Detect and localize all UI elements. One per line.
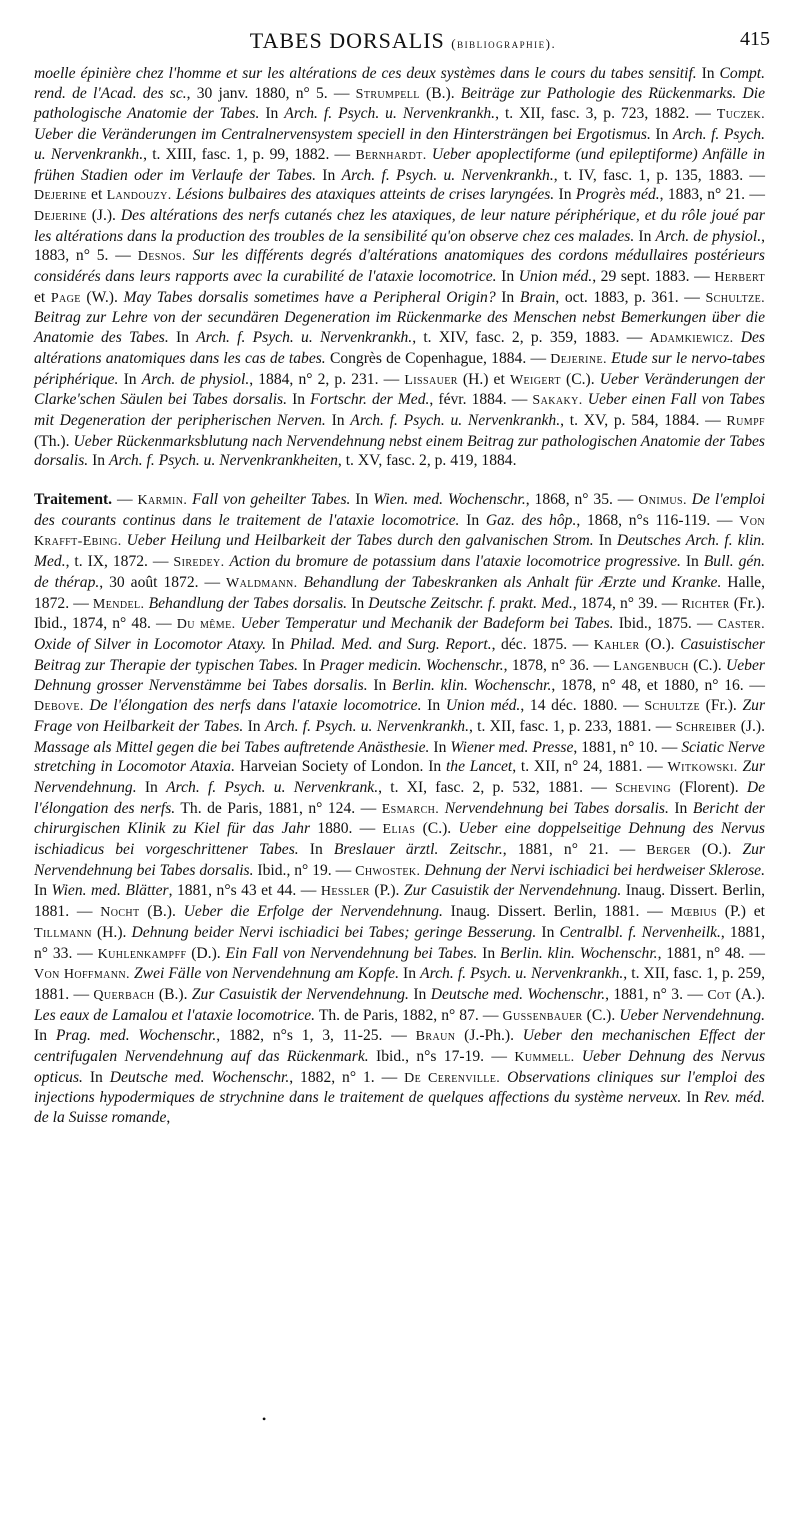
citation-text: Inaug. Dissert. Berlin, 1881. — bbox=[34, 882, 766, 921]
citation-text: In bbox=[496, 268, 519, 286]
title-text: Centralbl. f. Nervenheilk. bbox=[559, 923, 721, 941]
title-subtitle: (bibliographie). bbox=[451, 36, 557, 51]
citation-text: Congrès de Copenhague, 1884. — bbox=[325, 349, 551, 367]
citation-text: , 1882, n°s 1, 3, 11-25. — bbox=[216, 1027, 416, 1045]
citation-text: , 1881, n° 10. — bbox=[573, 738, 682, 756]
title-text: Arch. f. Psych. u. Nervenkrankh. bbox=[264, 717, 469, 735]
title-text: Ueber Temperatur und Mechanik der Badeform bei Tabes. bbox=[240, 615, 614, 633]
citation-text: (C.). bbox=[560, 370, 600, 388]
author-name: Chwostek. bbox=[355, 863, 421, 879]
author-name: Schultze. bbox=[705, 290, 765, 306]
author-name: Dejerine bbox=[34, 188, 87, 204]
citation-text: , 30 août 1872. — bbox=[99, 573, 227, 591]
author-name: Kuhlenkampff bbox=[97, 946, 187, 962]
citation-text: In bbox=[259, 105, 285, 123]
title-text: Deutsche Zeitschr. f. prakt. Med. bbox=[368, 594, 573, 612]
title-text: Zur Frage von Heilbarkeit der Tabes. bbox=[34, 697, 766, 735]
citation-text: (O.). bbox=[690, 841, 743, 859]
citation-text: (B.). bbox=[139, 903, 184, 921]
author-name: Du même. bbox=[176, 617, 236, 633]
page-number: 415 bbox=[740, 28, 770, 50]
title-text: Casuistischer Beitrag zur Therapie der typischen Tabes. bbox=[34, 635, 765, 674]
citation-text: (Fr.). bbox=[699, 697, 743, 715]
citation-text: In bbox=[82, 1068, 110, 1086]
author-name: Querbach bbox=[93, 987, 155, 1003]
citation-text: (J.). bbox=[86, 206, 121, 224]
title-text: Ueber Dehnung des Nervus opticus. bbox=[34, 1048, 766, 1086]
citation-text: Ibid., n°s 17-19. — bbox=[368, 1048, 515, 1066]
citation-text: , 29 sept. 1883. — bbox=[592, 268, 715, 286]
citation-text: , oct. 1883, p. 361. — bbox=[555, 288, 706, 306]
author-name: Schultze bbox=[644, 699, 700, 715]
citation-text: (H.) et bbox=[457, 370, 510, 388]
citation-text: In bbox=[367, 677, 393, 695]
title-text: Ueber die Veränderungen im Centralnervensystem speciell in den Hintersträngen bei Ergotismus. bbox=[34, 126, 651, 144]
title-text: Arch. f. Psych. u. Nervenkrankh. bbox=[341, 166, 554, 184]
author-name: Scheving bbox=[615, 780, 672, 796]
citation-text: In bbox=[325, 411, 351, 429]
citation-text: Th. de Paris, 1882, n° 87. — bbox=[315, 1006, 503, 1024]
citation-text: , t. XI, fasc. 2, p. 532, 1881. — bbox=[378, 778, 616, 796]
title-text: Deutsches Arch. f. klin. Med. bbox=[34, 532, 766, 571]
title-text: Arch. f. Psych. u. Nervenkrankh. bbox=[34, 126, 765, 163]
title-text: Union méd. bbox=[518, 268, 593, 286]
author-name: Nocht bbox=[100, 905, 140, 921]
title-main: TABES DORSALIS bbox=[249, 28, 445, 53]
citation-text: In bbox=[88, 452, 109, 470]
citation-text: In bbox=[421, 697, 446, 715]
citation-text: , t. XV, fasc. 2, p. 419, 1884. bbox=[337, 452, 517, 470]
citation-text: et bbox=[86, 186, 107, 204]
citation-text: In bbox=[298, 656, 320, 674]
citation-text: (C.). bbox=[582, 1006, 620, 1024]
author-name: Tillmann bbox=[34, 925, 92, 941]
author-name: Elias bbox=[382, 822, 416, 838]
author-name: Cot bbox=[707, 987, 732, 1003]
citation-text: , 1881, n° 33. — bbox=[34, 923, 765, 962]
citation-text: In bbox=[477, 944, 500, 962]
citation-text: Ibid., n° 19. — bbox=[253, 861, 356, 879]
author-name: Kummell. bbox=[514, 1050, 575, 1066]
citation-text: In bbox=[118, 370, 142, 388]
author-name: Rumpf bbox=[726, 413, 765, 429]
title-text: moelle épinière chez l'homme et sur les altérations de ces deux systèmes dans le cours du tabes sensitif. bbox=[34, 65, 697, 82]
author-name: Gussenbauer bbox=[502, 1008, 583, 1024]
citation-text: , 1874, n° 39. — bbox=[572, 594, 682, 612]
author-name: Landouzy. bbox=[106, 188, 172, 204]
title-text: Behandlung der Tabeskranken als Anhalt für Ærzte und Kranke. bbox=[303, 573, 722, 591]
title-text: Arch. f. Psych. u. Nervenkrankh. bbox=[420, 965, 624, 983]
citation-text bbox=[186, 247, 193, 264]
title-text: Action du bromure de potassium dans l'ataxie locomotrice progressive. bbox=[229, 553, 681, 571]
author-name: Adamkiewicz. bbox=[649, 331, 734, 347]
citation-text: In bbox=[650, 126, 673, 144]
citation-text: In bbox=[315, 166, 342, 184]
title-text: Bull. gén. de thérap. bbox=[34, 553, 766, 591]
citation-text: , 14 déc. 1880. — bbox=[520, 697, 645, 715]
title-text: Zur Casuistik der Nervendehnung. bbox=[191, 985, 409, 1003]
citation-text: , déc. 1875. — bbox=[491, 635, 594, 653]
author-name: Mœbius bbox=[670, 905, 717, 921]
title-text: Ueber einen Fall von Tabes mit Degeneration der peripherischen Nerven. bbox=[34, 391, 766, 429]
title-text: Ueber die Erfolge der Nervendehnung. bbox=[183, 903, 443, 921]
citation-text: , 1881, n° 3. — bbox=[605, 985, 708, 1003]
citation-text: In bbox=[298, 841, 334, 859]
citation-text: In bbox=[680, 553, 704, 571]
author-name: Caster. bbox=[717, 617, 765, 633]
title-text: Deutsche med. Wochenschr. bbox=[430, 985, 606, 1003]
citation-text: (B.). bbox=[419, 84, 461, 102]
title-text: De l'emploi des courants continus dans le traitement de l'ataxie locomotrice. bbox=[34, 491, 765, 529]
citation-text: , 30 janv. 1880, n° 5. — bbox=[186, 84, 356, 102]
citation-text: — bbox=[112, 491, 138, 509]
author-name: Herbert bbox=[714, 270, 765, 286]
title-text: the Lancet bbox=[445, 758, 513, 776]
author-name: Waldmann. bbox=[226, 575, 298, 591]
title-text: Zur Nervendehnung. bbox=[34, 758, 766, 796]
citation-text: (C.). bbox=[688, 656, 726, 674]
citation-text: (Florent). bbox=[671, 778, 747, 796]
title-text: Fortschr. der Med. bbox=[310, 391, 430, 409]
title-text: Massage als Mittel gegen die bei Tabes auftretende Anästhesie. bbox=[34, 738, 430, 756]
citation-text: (P.). bbox=[369, 882, 404, 900]
citation-text: , bbox=[166, 1109, 171, 1127]
citation-text: (O.). bbox=[639, 635, 681, 653]
page-title bbox=[36, 28, 770, 54]
citation-text: Ibid., 1875. — bbox=[613, 615, 718, 633]
citation-text: (W.). bbox=[80, 288, 124, 306]
author-name: Weigert bbox=[509, 372, 561, 388]
bibliography-paragraph-treatment bbox=[34, 490, 765, 1128]
title-text: Prager medicin. Wochenschr. bbox=[319, 656, 504, 674]
title-text: May Tabes dorsalis sometimes have a Peripheral Origin? bbox=[123, 288, 496, 306]
citation-text: In bbox=[408, 985, 431, 1003]
citation-text: In bbox=[136, 778, 167, 796]
citation-text bbox=[575, 1048, 582, 1065]
title-text: Arch. f. Psych. u. Nervenkrankh. bbox=[350, 411, 561, 429]
title-text: Ueber apoplectiforme (und epileptiforme) Anfälle in frühen Stadien oder im Verlaufe der Tabes. bbox=[34, 145, 765, 184]
citation-text: In bbox=[243, 717, 265, 735]
citation-text: , t. XII, fasc. 3, p. 723, 1882. — bbox=[495, 105, 717, 123]
citation-text: , t. XII, n° 24, 1881. — bbox=[512, 758, 668, 776]
title-text: Oxide of Silver in Locomotor Ataxy. bbox=[34, 635, 267, 653]
title-text: Ueber Veränderungen der Clarke'schen Säulen bei Tabes dorsalis. bbox=[34, 370, 765, 409]
title-text: Lésions bulbaires des ataxiques atteints de crises laryngées. bbox=[176, 186, 555, 204]
title-text: Wiener med. Presse bbox=[450, 738, 574, 756]
author-name: Schreiber bbox=[675, 719, 737, 735]
author-name: Witkowski. bbox=[667, 760, 738, 776]
author-name: Strumpell bbox=[355, 86, 420, 102]
citation-text: In bbox=[593, 532, 617, 550]
author-name: Kahler bbox=[593, 637, 640, 653]
title-text: Prag. med. Wochenschr. bbox=[55, 1027, 217, 1045]
author-name: Hessler bbox=[320, 884, 370, 900]
citation-text: In bbox=[34, 1027, 56, 1045]
citation-text bbox=[734, 329, 741, 346]
title-text: Beitrag zur Lehre von der secundären Degeneration im Rückenmarke des Menschen nebst Bemerkungen über die Anatomie des Tabes. bbox=[34, 309, 765, 347]
title-text: Deutsche med. Wochenschr. bbox=[109, 1068, 290, 1086]
author-name: Sakaky. bbox=[532, 393, 583, 409]
citation-text: In bbox=[554, 186, 576, 204]
title-text: Gaz. des hôp. bbox=[485, 511, 577, 529]
citation-text: , t. IX, 1872. — bbox=[65, 553, 174, 571]
citation-text: In bbox=[287, 391, 311, 409]
citation-text: , 1868, n° 35. — bbox=[525, 491, 639, 509]
citation-text: 1880. — bbox=[310, 820, 383, 838]
title-text: Compt. rend. de l'Acad. des sc. bbox=[34, 65, 766, 102]
title-text: Behandlung der Tabes dorsalis. bbox=[148, 594, 348, 612]
title-text: Ueber Heilung und Heilbarkeit der Tabes durch den galvanischen Strom. bbox=[126, 532, 594, 550]
running-header bbox=[36, 28, 770, 58]
author-name: Von Krafft-Ebing. bbox=[34, 513, 765, 550]
title-text: Philad. Med. and Surg. Report. bbox=[290, 635, 492, 653]
citation-text: In bbox=[459, 511, 486, 529]
citation-text: (A.). bbox=[731, 985, 765, 1003]
author-name: Von Hoffmann. bbox=[34, 967, 130, 983]
author-name: Desnos. bbox=[137, 249, 186, 265]
citation-text: In bbox=[399, 965, 421, 983]
title-text: Observations cliniques sur l'emploi des injections hypodermiques de strychnine dans le traitement de quelques affections du système nerveux. bbox=[34, 1068, 765, 1107]
citation-text: (D.). bbox=[186, 944, 226, 962]
bibliography-paragraph-anatomy bbox=[34, 64, 765, 471]
citation-text: (J.). bbox=[736, 717, 765, 735]
citation-text: , t. XIV, fasc. 2, p. 359, 1883. — bbox=[412, 329, 650, 347]
title-text: Dehnung beider Nervi ischiadici bei Tabes; geringe Besserung. bbox=[131, 923, 537, 941]
author-name: Onimus. bbox=[638, 493, 687, 509]
title-text: Des altérations anatomiques dans les cas de tabes. bbox=[34, 329, 766, 367]
author-name: Siredey. bbox=[173, 555, 225, 571]
author-name: Mendel. bbox=[92, 596, 145, 612]
citation-text: (P.) et bbox=[717, 903, 765, 921]
title-text: Ueber den mechanischen Effect der centrifugalen Nervendehnung auf das Rückenmark. bbox=[34, 1027, 766, 1066]
author-name: Esmarch. bbox=[381, 801, 440, 817]
citation-text: et bbox=[34, 288, 51, 306]
title-text: Brain bbox=[519, 288, 556, 306]
title-text: Arch. f. Psych. u. Nervenkrankh. bbox=[196, 329, 413, 347]
title-text: Wien. med. Blätter bbox=[51, 882, 169, 900]
title-text: Arch. de physiol. bbox=[141, 370, 250, 388]
title-text: Berlin. klin. Wochenschr. bbox=[499, 944, 658, 962]
title-text: Ein Fall von Nervendehnung bei Tabes. bbox=[225, 944, 478, 962]
title-text: Union méd. bbox=[445, 697, 521, 715]
citation-text: , 1881, n°s 43 et 44. — bbox=[168, 882, 321, 900]
title-text: Arch. f. Psych. u. Nervenkrank. bbox=[166, 778, 379, 796]
citation-text: , 1878, n° 48, et 1880, n° 16. — bbox=[551, 677, 766, 695]
citation-text: , t. IV, fasc. 1, p. 135, 1883. — bbox=[553, 166, 765, 184]
citation-text: , t. XIII, fasc. 1, p. 99, 1882. — bbox=[143, 145, 356, 163]
author-name: Dejerine bbox=[34, 208, 87, 224]
title-text: Rev. méd. de la Suisse romande bbox=[34, 1089, 765, 1127]
author-name: Debove. bbox=[34, 699, 84, 715]
citation-text: , 1883, n° 5. — bbox=[34, 227, 765, 265]
author-name: Lissauer bbox=[404, 372, 458, 388]
title-text: Bericht der chirurgischen Klinik zu Kiel für das Jahr bbox=[34, 799, 765, 838]
citation-text: In bbox=[168, 329, 197, 347]
citation-text: In bbox=[347, 594, 369, 612]
title-text: Breslauer ärztl. Zeitschr. bbox=[333, 841, 503, 859]
title-text: Ueber Nervendehnung. bbox=[619, 1006, 765, 1024]
citation-text: In bbox=[350, 491, 374, 509]
citation-text: Harveian Society of London. In bbox=[235, 758, 446, 776]
citation-text: , 1881, n° 21. — bbox=[502, 841, 647, 859]
author-name: Berger bbox=[646, 843, 691, 859]
citation-text: , t. XII, fasc. 1, p. 259, 1881. — bbox=[34, 965, 766, 1003]
citation-text: In bbox=[495, 288, 520, 306]
citation-text: In bbox=[429, 738, 451, 756]
author-name: Braun bbox=[415, 1029, 456, 1045]
citation-text: Inaug. Dissert. Berlin, 1881. — bbox=[442, 903, 671, 921]
citation-text: Th. de Paris, 1881, n° 124. — bbox=[175, 799, 382, 817]
author-name: Tuczek. bbox=[716, 107, 765, 123]
citation-text: Halle, 1872. — bbox=[34, 573, 765, 612]
title-text: Zur Nervendehnung bei Tabes dorsalis. bbox=[34, 841, 765, 879]
citation-text: In bbox=[696, 65, 720, 82]
author-name: Dejerine. bbox=[550, 351, 607, 367]
footer-mark: • bbox=[262, 1412, 267, 1426]
section-heading: Traitement. bbox=[34, 491, 113, 509]
title-text: Fall von geheilter Tabes. bbox=[192, 491, 351, 509]
citation-text: In bbox=[634, 227, 656, 245]
citation-text: (Fr.). Ibid., 1874, n° 48. — bbox=[34, 594, 765, 633]
title-text: De l'élongation des nerfs. bbox=[34, 778, 766, 817]
title-text: Nervendehnung bei Tabes dorsalis. bbox=[444, 799, 669, 817]
citation-text: In bbox=[536, 923, 560, 941]
author-name: Page bbox=[50, 290, 81, 306]
title-text: De l'élongation des nerfs dans l'ataxie locomotrice. bbox=[89, 697, 422, 715]
title-text: Des altérations des nerfs cutanés chez les ataxiques, de leur nature périphérique, et du rôle joué par les altérations dans la production des troubles de la sensibilité qu'on observe chez ces malades. bbox=[34, 206, 765, 245]
citation-text: In bbox=[681, 1089, 705, 1107]
title-text: Sur les différents degrés d'altérations anatomiques des cordons médullaires postérieurs considérés dans leurs rapports avec la curabilité de l'ataxie locomotrice. bbox=[34, 247, 765, 286]
citation-text: In bbox=[34, 882, 52, 900]
citation-text: In bbox=[668, 799, 693, 817]
citation-text: (Th.). bbox=[34, 432, 74, 450]
citation-text: , 1883, n° 21. — bbox=[659, 186, 765, 204]
citation-text: , 1884, n° 2, p. 231. — bbox=[249, 370, 405, 388]
citation-text: , 1868, n°s 116-119. — bbox=[576, 511, 740, 529]
title-text: Arch. f. Psych. u. Nervenkrankh. bbox=[284, 105, 496, 123]
title-text: Progrès méd. bbox=[575, 186, 660, 204]
citation-text: (B.). bbox=[154, 985, 192, 1003]
title-text: Ueber Dehnung grosser Nervenstämme bei Tabes dorsalis. bbox=[34, 656, 765, 695]
author-name: De Cerenville. bbox=[404, 1070, 501, 1086]
title-text: Sciatic Nerve stretching in Locomotor Ataxia. bbox=[34, 738, 765, 776]
citation-text: (C.). bbox=[415, 820, 459, 838]
author-name: Richter bbox=[681, 596, 730, 612]
author-name: Bernhardt. bbox=[355, 147, 427, 163]
citation-text: , t. XII, fasc. 1, p. 233, 1881. — bbox=[468, 717, 676, 735]
title-text: Ueber Rückenmarksblutung nach Nervendehnung nebst einem Beitrag zur pathologischen Anatomie der Tabes dorsalis. bbox=[34, 432, 766, 470]
citation-text: (H.). bbox=[91, 923, 132, 941]
citation-text: , 1878, n° 36. — bbox=[503, 656, 614, 674]
author-name: Langenbuch bbox=[613, 658, 689, 674]
title-text: Beiträge zur Pathologie des Rückenmarks. Die pathologische Anatomie der Tabes. bbox=[34, 84, 765, 123]
citation-text: In bbox=[266, 635, 291, 653]
title-text: Arch. de physiol. bbox=[655, 227, 762, 245]
bibliography-body bbox=[34, 64, 765, 1128]
title-text: Wien. med. Wochenschr. bbox=[373, 491, 526, 509]
title-text: Zur Casuistik der Nervendehnung. bbox=[403, 882, 622, 900]
title-text: Etude sur le nervo-tabes périphérique. bbox=[34, 349, 766, 388]
citation-text: , 1881, n° 48. — bbox=[657, 944, 765, 962]
citation-text: (J.-Ph.). bbox=[455, 1027, 523, 1045]
title-text: Arch. f. Psych. u. Nervenkrankheiten bbox=[108, 452, 338, 470]
title-text: Les eaux de Lamalou et l'ataxie locomotrice. bbox=[34, 1006, 316, 1024]
citation-text: , t. XV, p. 584, 1884. — bbox=[560, 411, 727, 429]
title-text: Zwei Fälle von Nervendehnung am Kopfe. bbox=[134, 965, 399, 983]
title-text: Dehnung der Nervi ischiadici bei herdweiser Sklerose. bbox=[424, 861, 765, 879]
author-name: Karmin. bbox=[137, 493, 188, 509]
title-text: Berlin. klin. Wochenschr. bbox=[392, 677, 552, 695]
citation-text: , 1882, n° 1. — bbox=[289, 1068, 405, 1086]
citation-text: , févr. 1884. — bbox=[429, 391, 533, 409]
title-text: Ueber eine doppelseitige Dehnung des Nervus ischiadicus bei vorgeschrittener Tabes. bbox=[34, 820, 766, 859]
